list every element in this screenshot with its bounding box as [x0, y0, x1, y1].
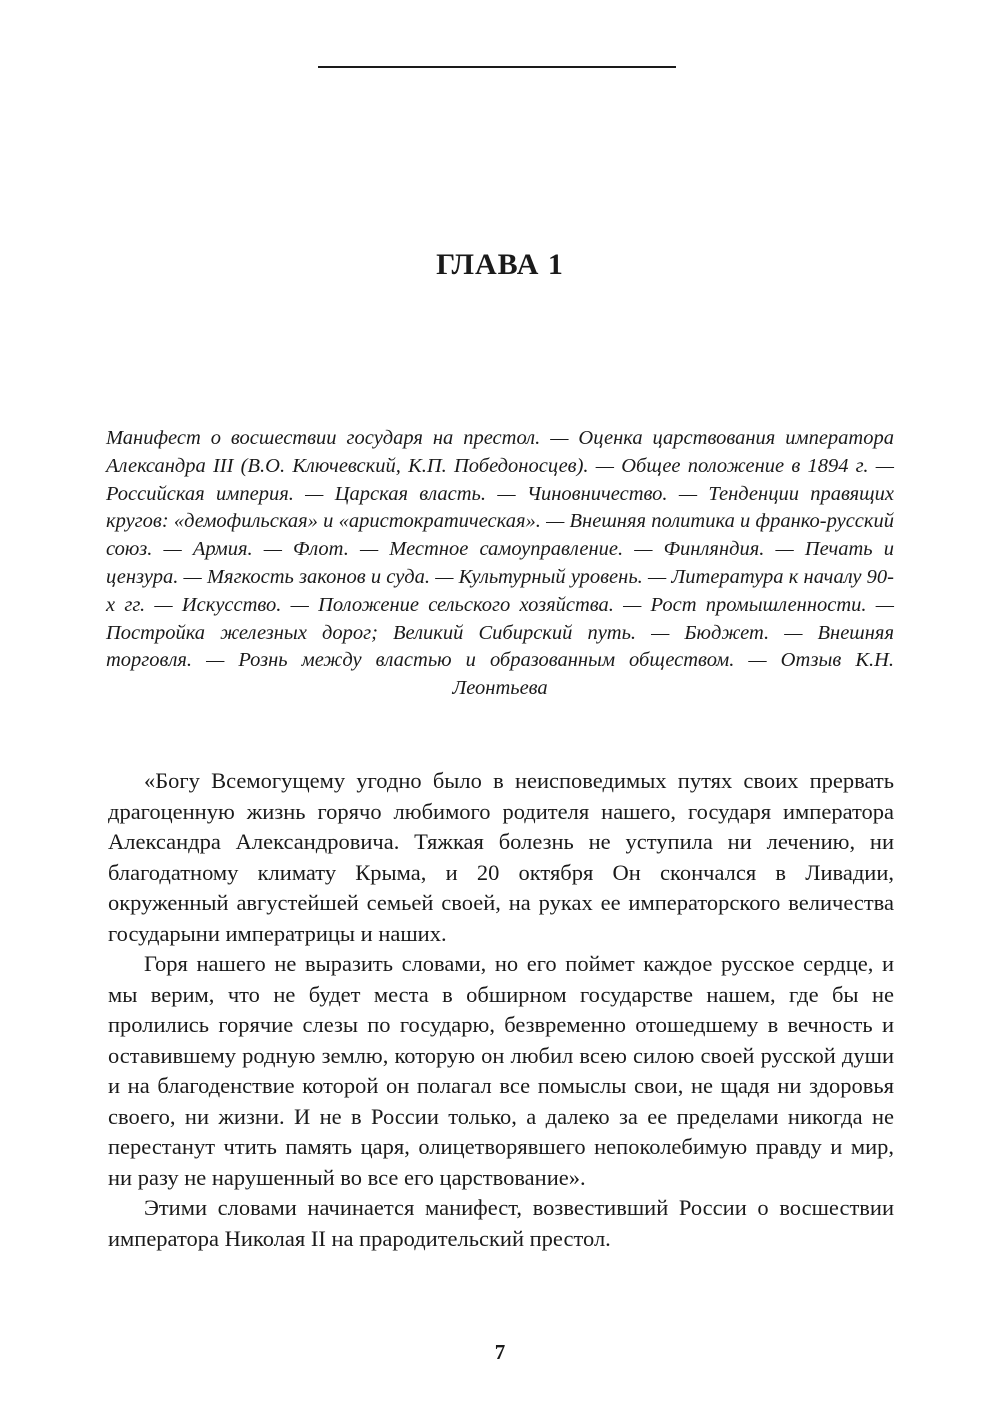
chapter-synopsis: Манифест о восшествии государя на престол. — Оценка царствования императора Александра III (В.О. Ключевский, К.П. Победоносцев). — Общее положение в 1894 г. — Российская империя. — Царская власть. — Чиновничество. — Тенденции правящих кругов: «демофильская» и «аристократическая». — Внешняя политика и франко-русский союз. — Армия. — Флот. — Местное самоуправление. — Финляндия. — Печать и цензура. — Мягкость законов и суда. — Культурный уровень. — Литература к началу 90-х гг. — Искусство. — Положение сельского хозяйства. — Рост промышленности. — Постройка железных дорог; Великий Сибирский путь. — Бюджет. — Внешняя торговля. — Рознь между властью и образованным обществом. — Отзыв К.Н. Леонтьева — [106, 427, 894, 700]
chapter-title: ГЛАВА 1 — [436, 248, 564, 281]
paragraph-2: Горя нашего не выразить словами, но его поймет каждое русское сердце, и мы верим, что не будет места в обширном государстве нашем, где бы не пролились горячие слезы по государю, безвременно отошедшему в вечность и оставившему родную землю, которую он любил всею силою своей русской души и на благоденствие которой он полагал все помыслы свои, не щадя ни здоровья своего, ни жизни. И не в России только, а далеко за ее пределами никогда не перестанут чтить память царя, олицетворявшего непоколебимую правду и мир, ни разу не нарушенный во все его царствование». — [108, 951, 894, 1190]
paragraph-3: Этими словами начинается манифест, возвестивший России о восшествии императора Николая II на прародительский престол. — [108, 1195, 894, 1251]
paragraph-1: «Богу Всемогущему угодно было в неисповедимых путях своих прервать драгоценную жизнь горячо любимого родителя нашего, государя императора Александра Александровича. Тяжкая болезнь не уступила ни лечению, ни благодатному климату Крыма, и 20 октября Он скончался в Ливадии, окруженный августейшей семьей своей, на руках ее императорского величества государыни императрицы и наших. — [108, 768, 894, 946]
body-text — [108, 766, 894, 1254]
page-number: 7 — [494, 1340, 506, 1364]
header-rule — [318, 66, 676, 68]
